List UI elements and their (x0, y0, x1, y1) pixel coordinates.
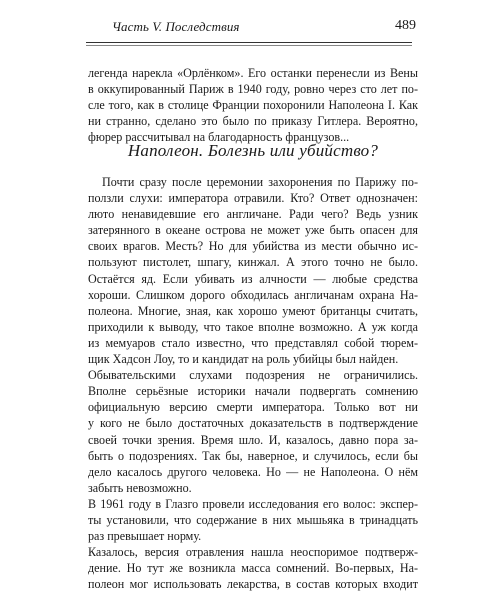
paragraph (88, 496, 418, 544)
header-rule (86, 42, 412, 43)
text-line: приходили к выводу, что такое вполне возможно. А уж когда (88, 319, 418, 334)
text-line: дело касалось другого человека. Но — не Наполеона. О нём (88, 464, 418, 479)
text-line: щик Хадсон Лоу, то и кандидат на роль убийцы был найден. (88, 352, 399, 367)
text-line: Остаётся яд. Если убивать из алчности — любые средства (88, 271, 418, 286)
text-line: у кого не было достаточных доказательств в подтверждение (88, 416, 418, 431)
text-line: полеона. Многие, зная, как хорошо умеют британцы считать, (88, 303, 418, 318)
text-line: хороши. Слишком дорого обходилась англичанам охрана На- (88, 287, 418, 302)
header-rule-ornament (86, 45, 412, 46)
main-text (88, 174, 418, 592)
paragraph (88, 367, 418, 496)
text-line: раз превышает норму. (88, 529, 202, 544)
text-line: быть о подозрениях. Так бы, наверное, и случилось, если бы (88, 448, 418, 463)
text-line: своих врагов. Месть? Но для убийства из мести обычно ис- (88, 239, 418, 254)
text-line: полеон мог использовать лекарства, в состав которых входит (88, 577, 418, 592)
text-line: забыть невозможно. (88, 480, 192, 495)
text-line: ползли слухи: императора отравили. Кто? Ответ однозначен: (88, 191, 418, 206)
text-line: официальную версию смерти императора. Только вот ни (88, 400, 418, 415)
intro-paragraph (88, 65, 418, 145)
text-line: ты установили, что содержание в них мышьяка в тринадцать (88, 512, 418, 527)
text-line: Обывательскими слухами подозрения не ограничились. (88, 368, 418, 383)
running-title: Часть V. Последствия (112, 19, 240, 34)
text-line: легенда нарекла «Орлёнком». Его останки перенесли из Вены (88, 66, 418, 80)
text-line: лютo ненавидевшие его англичане. Ради чего? Ведь узник (88, 207, 418, 222)
text-line: в оккупированный Париж в 1940 году, ровно через сто лет по- (88, 82, 418, 97)
text-line: из мемуаров стало известно, что представлял собой тюрем- (88, 335, 418, 350)
text-line: дение. Но тут же возникла масса сомнений. Во-первых, На- (88, 561, 418, 576)
text-line: сле того, как в столице Франции похоронили Наполеона I. Как (88, 98, 418, 113)
text-line: пользуют пистолет, шпагу, кинжал. А этого точно не было. (88, 255, 418, 270)
page-header (86, 16, 416, 38)
section-heading: Наполеон. Болезнь или убийство? (127, 141, 379, 160)
text-line: своей точки зрения. Время шло. И, казалось, давно пора за- (88, 432, 418, 447)
text-line: Почти сразу после церемонии захоронения по Парижу по- (102, 175, 418, 189)
text-line: В 1961 году в Глазго провели исследования его волос: экспер- (88, 496, 418, 511)
page-number: 489 (395, 18, 416, 33)
text-line: фюрер рассчитывал на благодарность французов... (88, 130, 350, 145)
text-line: Вполне серьёзные историки начали подвергать сомнению (88, 384, 418, 399)
text-line: Казалось, версия отравления нашла неоспоримое подтверж- (88, 545, 418, 560)
text-line: затерянного в океане острова не может уже быть опасен для (88, 223, 418, 238)
paragraph (88, 174, 418, 367)
paragraph (88, 544, 418, 592)
text-line: ни странно, сделано это было по приказу Гитлера. Вероятно, (88, 114, 418, 129)
